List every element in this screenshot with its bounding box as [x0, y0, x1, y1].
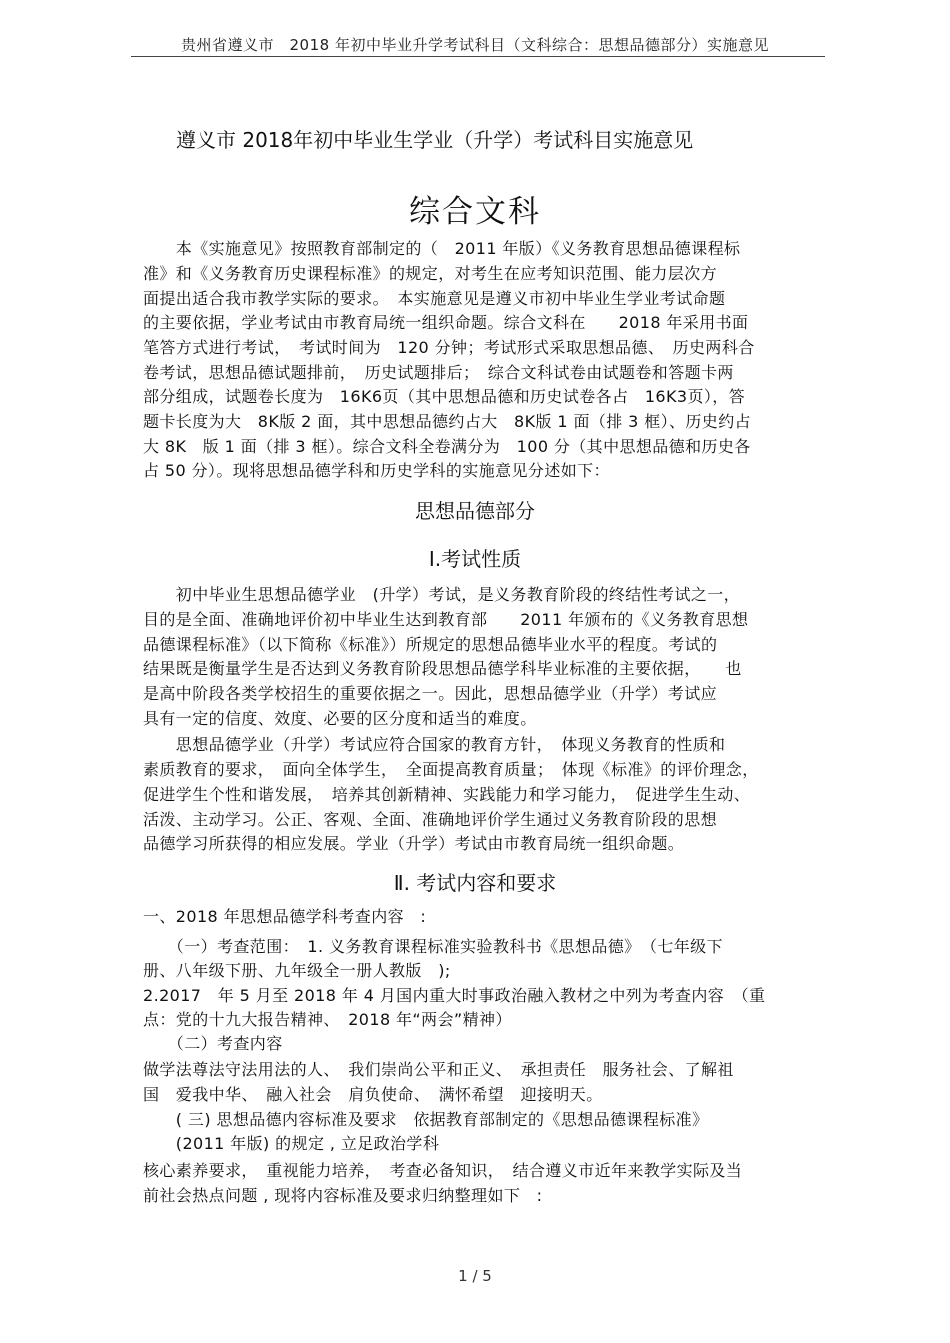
text-line: 结果既是衡量学生是否达到义务教育阶段思想品德学科毕业标准的主要依据， 也 [143, 659, 742, 678]
text-line: 国 爱我中华、 融入社会 肩负使命、 满怀希望 迎接明天。 [143, 1085, 603, 1104]
text-line: 促进学生个性和谐发展， 培养其创新精神、实践能力和学习能力， 促进学生生动、 [143, 785, 751, 804]
text-line: 素质教育的要求， 面向全体学生， 全面提高教育质量； 体现《标准》的评价理念， [143, 760, 759, 779]
text-line: 部分组成，试题卷长度为 16K6页（其中思想品德和历史试卷各占 16K3页），答 [143, 387, 746, 406]
text-line: 做学法尊法守法用法的人、 我们崇尚公平和正义、 承担责任 服务社会、了解祖 [143, 1060, 734, 1079]
text-line: 前社会热点问题 , 现将内容标准及要求归纳整理如下 : [143, 1186, 543, 1205]
text-line: 大 8K 版 1 面（排 3 框）。综合文科全卷满分为 100 分（其中思想品德和历史各 [143, 437, 751, 456]
page-number: 1 / 5 [458, 1267, 492, 1285]
text-line: 目的是全面、准确地评价初中毕业生达到教育部 2011 年颁布的《义务教育思想 [143, 610, 749, 629]
text-line: 笔答方式进行考试， 考试时间为 120 分钟；考试形式采取思想品德、 历史两科合 [143, 338, 755, 357]
text-line: 的主要依据，学业考试由市教育局统一组织命题。综合文科在 2018 年采用书面 [143, 313, 749, 332]
text-line: （一）考查范围： 1. 义务教育课程标准实验教科书《思想品德》 （七年级下 [143, 937, 723, 956]
text-line: 册、八年级下册、九年级全一册人教版 ); [143, 961, 451, 980]
text-line: 核心素养要求， 重视能力培养， 考查必备知识， 结合遵义市近年来教学实际及当 [143, 1161, 743, 1180]
text-line: 面提出适合我市教学实际的要求。 本实施意见是遵义市初中毕业生学业考试命题 [143, 289, 726, 308]
text-line: 品德课程标准》（以下简称《标准》）所规定的思想品德毕业水平的程度。考试的 [143, 635, 718, 654]
text-line: (2011 年版) 的规定 , 立足政治学科 [143, 1134, 440, 1153]
text-line: 占 50 分）。现将思想品德学科和历史学科的实施意见分述如下： [143, 461, 610, 480]
part2-heading: Ⅱ. 考试内容和要求 [393, 871, 557, 895]
text-line: 活泼、主动学习。公正、客观、全面、准确地评价学生通过义务教育阶段的思想 [143, 810, 718, 829]
text-line: 2.2017 年 5 月至 2018 年 4 月国内重大时事政治融入教材之中列为考查内容 （重 [143, 986, 766, 1005]
text-line: ( 三) 思想品德内容标准及要求 依据教育部制定的《思想品德课程标准》 [143, 1110, 709, 1129]
text-line: 题卡长度为大 8K版 2 面，其中思想品德约占大 8K版 1 面（排 3 框）、历史约占 [143, 412, 751, 431]
part1-heading: Ⅰ.考试性质 [428, 547, 522, 571]
header-divider [131, 56, 825, 57]
text-line: 初中毕业生思想品德学业 (升学）考试，是义务教育阶段的终结性考试之一， [143, 585, 741, 604]
text-line: 品德学习所获得的相应发展。学业（升学）考试由市教育局统一组织命题。 [143, 834, 685, 853]
text-line: 准》和《义务教育历史课程标准》的规定，对考生在应考知识范围、能力层次方 [143, 264, 718, 283]
section-title: 思想品德部分 [415, 499, 535, 523]
text-line: 一、2018 年思想品德学科考查内容 : [143, 907, 427, 926]
text-line: 卷考试，思想品德试题排前， 历史试题排后； 综合文科试卷由试题卷和答题卡两 [143, 363, 734, 382]
text-line: 思想品德学业（升学）考试应符合国家的教育方针， 体现义务教育的性质和 [143, 735, 726, 754]
text-line: 点：党的十九大报告精神、 2018 年“两会”精神） [143, 1010, 512, 1029]
main-title: 综合文科 [409, 194, 541, 230]
document-title: 遵义市 2018年初中毕业生学业（升学）考试科目实施意见 [176, 128, 694, 152]
page-header: 贵州省遵义市 2018 年初中毕业升学考试科目（文科综合：思想品德部分）实施意见 [181, 36, 769, 54]
text-line: 是高中阶段各类学校招生的重要依据之一。因此，思想品德学业（升学）考试应 [143, 684, 718, 703]
text-line: 具有一定的信度、效度、必要的区分度和适当的难度。 [143, 709, 537, 728]
text-line: 本《实施意见》按照教育部制定的（ 2011 年版）《义务教育思想品德课程标 [143, 239, 741, 258]
text-line: （二）考查内容 [143, 1034, 283, 1053]
